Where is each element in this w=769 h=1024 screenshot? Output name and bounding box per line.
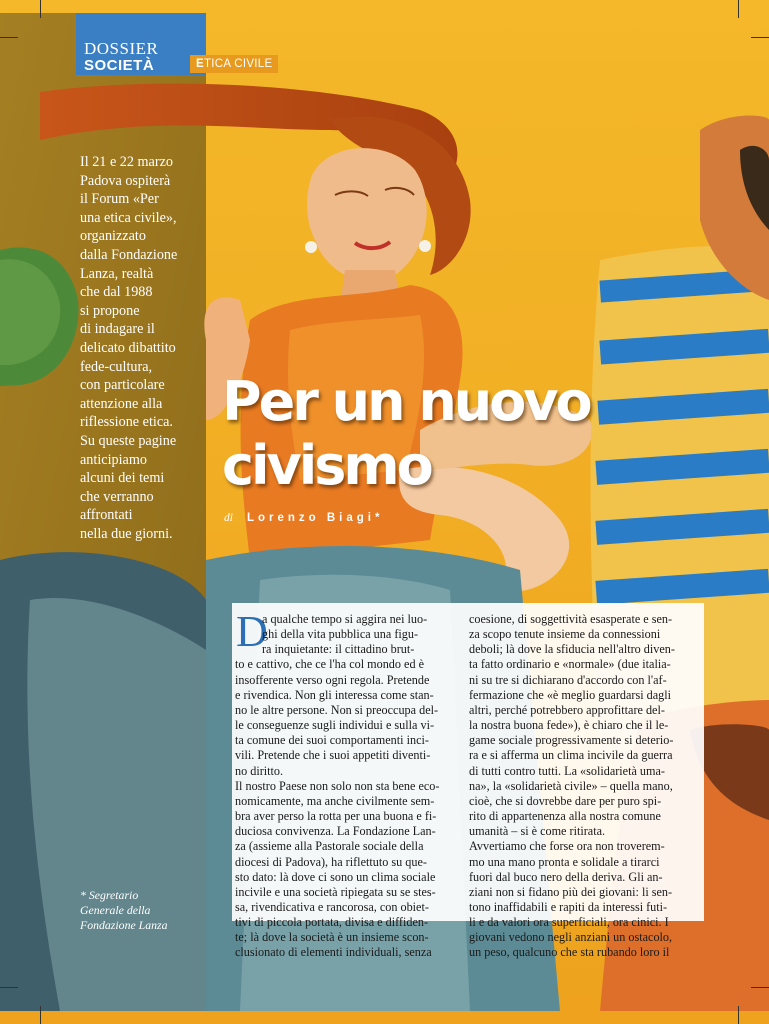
article-line: le conseguenze sugli individui e sulla vi- bbox=[235, 718, 435, 733]
article-line: mo una mano pronta e solidale a tirarci bbox=[469, 854, 660, 869]
byline bbox=[224, 512, 383, 524]
article-line: di tutti contro tutti. La «solidarietà uma- bbox=[469, 763, 665, 778]
crop-mark bbox=[738, 1006, 739, 1024]
page-title bbox=[222, 370, 590, 498]
article-line: ra e si afferma un clima incivile da guerra bbox=[469, 748, 673, 763]
intro-line: nella due giorni. bbox=[80, 525, 173, 542]
intro-line: si propone bbox=[80, 302, 140, 319]
intro-line: che dal 1988 bbox=[80, 284, 153, 301]
footnote-line: Generale della bbox=[80, 903, 151, 917]
intro-line: Padova ospiterà bbox=[80, 172, 171, 189]
article-line: ghi della vita pubblica una figu- bbox=[262, 627, 419, 642]
article-line: incivile e una società ripiegata su se stes- bbox=[235, 884, 436, 899]
article-line: Il nostro Paese non solo non sta bene eco- bbox=[235, 778, 440, 793]
tag-text: TICA CIVILE bbox=[203, 58, 273, 70]
footnote-line: * Segretario bbox=[80, 888, 139, 902]
article-line: na», la «solidarietà civile» – quella mano, bbox=[469, 778, 673, 793]
intro-line: che verranno bbox=[80, 488, 154, 505]
intro-line: affrontati bbox=[80, 507, 133, 524]
intro-line: alcuni dei temi bbox=[80, 470, 165, 487]
intro-line: riflessione etica. bbox=[80, 414, 173, 431]
subsection-label: SOCIETÀ bbox=[84, 57, 155, 74]
crop-mark bbox=[738, 0, 739, 18]
article-line: clusionato di elementi individuali, senza bbox=[235, 945, 432, 960]
article-line: duciosa convivenza. La Fondazione Lan- bbox=[235, 824, 436, 839]
article-line: Avvertiamo che forse ora non troverem- bbox=[469, 839, 665, 854]
intro-line: attenzione alla bbox=[80, 395, 163, 412]
article-line: tono inaffidabili e rapiti da interessi futi- bbox=[469, 899, 668, 914]
article-line: insofferente verso ogni regola. Pretende bbox=[235, 672, 430, 687]
article-line: cioè, che si dovrebbe dare per puro spi- bbox=[469, 793, 662, 808]
article-line: ni su tre si dichiarano d'accordo con l'af- bbox=[469, 672, 667, 687]
intro-line: Su queste pagine bbox=[80, 432, 177, 449]
article-line: fuori dal buco nero della deriva. Gli an- bbox=[469, 869, 663, 884]
intro-line: delicato dibattito bbox=[80, 339, 176, 356]
article-line: bra aver perso la rotta per una buona e fi- bbox=[235, 809, 437, 824]
article-line: la nostra buona fede»), è chiaro che il le- bbox=[469, 718, 669, 733]
title-line-2: civismo bbox=[222, 434, 431, 497]
article-line: rito di appartenenza alla nostra comune bbox=[469, 809, 661, 824]
article-column-2 bbox=[469, 612, 693, 961]
author-footnote bbox=[80, 888, 202, 933]
topic-tag bbox=[190, 55, 278, 73]
article-line: a qualche tempo si aggira nei luo- bbox=[262, 612, 428, 626]
intro-line: Il 21 e 22 marzo bbox=[80, 154, 173, 170]
article-line: ra inquietante: il cittadino brut- bbox=[262, 642, 415, 657]
tag-initial: E bbox=[196, 58, 204, 70]
article-line: ta comune dei suoi comportamenti inci- bbox=[235, 733, 429, 748]
intro-line: il Forum «Per bbox=[80, 191, 159, 208]
title-line-1: Per un nuovo bbox=[222, 370, 590, 433]
intro-line: organizzato bbox=[80, 228, 146, 245]
intro-line: di indagare il bbox=[80, 321, 155, 338]
article-line: sto dato: là dove ci sono un clima sociale bbox=[235, 869, 436, 884]
article-column-1 bbox=[235, 607, 455, 961]
article-line: tivi di piccola portata, divisa e diffiden- bbox=[235, 915, 429, 930]
intro-line: anticipiamo bbox=[80, 451, 147, 468]
article-line: no diritto. bbox=[235, 763, 284, 778]
intro-line: una etica civile», bbox=[80, 209, 177, 226]
article-line: umanità – si è come ritirata. bbox=[469, 824, 606, 839]
article-line: ziani non si fidano più dei giovani: li sen- bbox=[469, 884, 673, 899]
footnote-line: Fondazione Lanza bbox=[80, 918, 168, 932]
intro-line: dalla Fondazione bbox=[80, 246, 178, 263]
section-label: DOSSIER bbox=[84, 39, 159, 58]
section-header bbox=[76, 13, 206, 75]
article-line: game sociale progressivamente si deterio- bbox=[469, 733, 674, 748]
crop-mark bbox=[0, 37, 18, 38]
article-line: deboli; là dove la sfiducia nell'altro diven- bbox=[469, 642, 675, 657]
article-line: za scopo tenute insieme da connessioni bbox=[469, 627, 661, 642]
article-line: te; là dove la società è un insieme scon- bbox=[235, 930, 429, 945]
article-line: ta fatto ordinario e «normale» (due italia- bbox=[469, 657, 671, 672]
article-line: diocesi di Padova), ha riflettuto su que- bbox=[235, 854, 427, 869]
crop-mark bbox=[751, 37, 769, 38]
intro-line: con particolare bbox=[80, 377, 165, 394]
article-line: za (assieme alla Pastorale sociale della bbox=[235, 839, 424, 854]
crop-mark bbox=[0, 987, 18, 988]
crop-mark bbox=[40, 1006, 41, 1024]
article-line: fermazione che «è meglio guardarsi dagli bbox=[469, 687, 672, 702]
article-line: no le altre persone. Non si preoccupa del- bbox=[235, 702, 439, 717]
byline-author: Lorenzo Biagi* bbox=[246, 512, 384, 524]
article-line: to e cattivo, che ce l'ha col mondo ed è bbox=[235, 657, 424, 672]
byline-prefix: di bbox=[224, 512, 233, 524]
article-line: li e da valori ora superficiali, ora cinici. I bbox=[469, 915, 669, 930]
crop-mark bbox=[40, 0, 41, 18]
article-line: nomicamente, ma anche civilmente sem- bbox=[235, 793, 435, 808]
article-line: vili. Pretende che i suoi appetiti diventi- bbox=[235, 748, 431, 763]
intro-line: Lanza, realtà bbox=[80, 265, 154, 282]
intro-text bbox=[80, 153, 202, 543]
article-line: coesione, di soggettività esasperate e sen- bbox=[469, 612, 673, 626]
article-line: sa, rivendicativa e rancorosa, con obiet- bbox=[235, 899, 429, 914]
article-line: un peso, qualcuno che sta rubando loro il bbox=[469, 945, 670, 960]
crop-mark bbox=[751, 987, 769, 988]
drop-cap: D bbox=[236, 607, 268, 656]
intro-line: fede-cultura, bbox=[80, 358, 153, 375]
article-line: altri, perché potrebbero approfittare del- bbox=[469, 702, 665, 717]
article-line: giovani vedono negli anziani un ostacolo, bbox=[469, 930, 673, 945]
article-line: e rivendica. Non gli interessa come stan- bbox=[235, 687, 434, 702]
